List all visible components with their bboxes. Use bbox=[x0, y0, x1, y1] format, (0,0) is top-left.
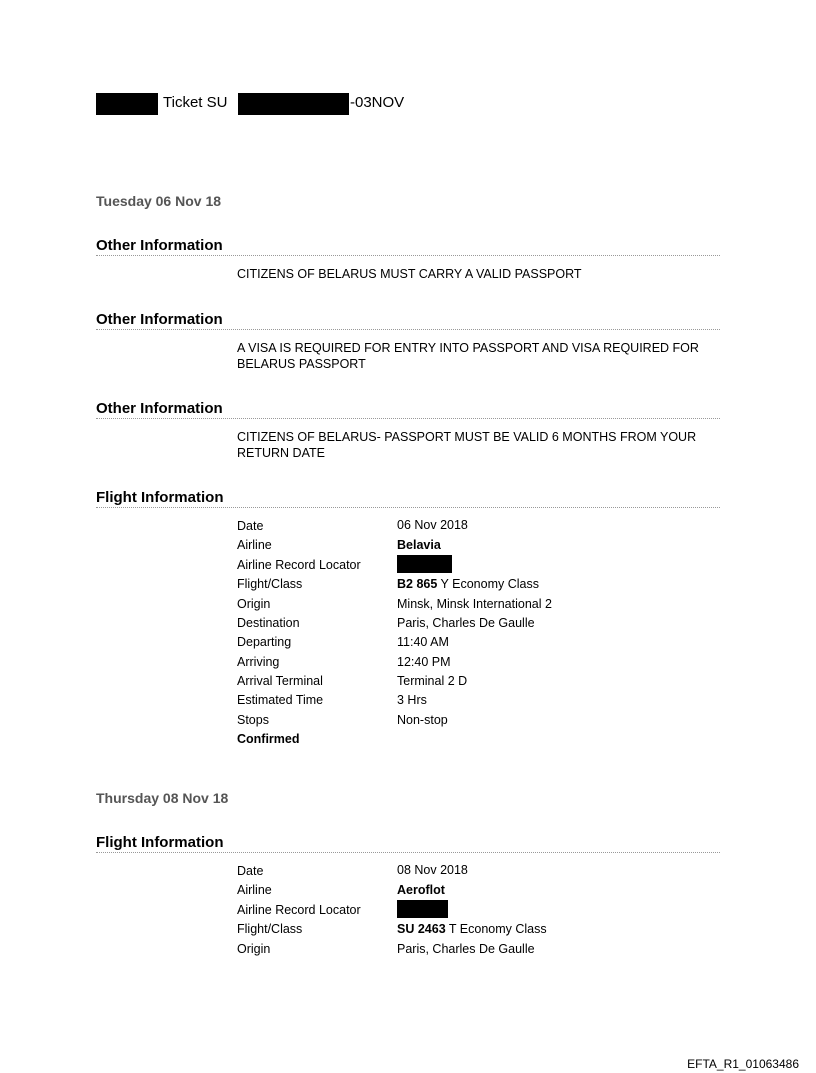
redaction-box bbox=[96, 93, 158, 115]
field-value: 11:40 AM bbox=[397, 635, 449, 649]
airline-name: Belavia bbox=[397, 538, 441, 552]
field-label: Airline bbox=[237, 883, 272, 897]
flight-class-value bbox=[397, 576, 539, 592]
field-value: 06 Nov 2018 bbox=[397, 518, 468, 532]
field-value: Paris, Charles De Gaulle bbox=[397, 942, 535, 956]
ticket-suffix: -03NOV bbox=[350, 94, 405, 111]
flight-code: SU 2463 bbox=[397, 922, 446, 936]
field-value: 3 Hrs bbox=[397, 693, 427, 707]
flight-class-value bbox=[397, 921, 547, 937]
field-label: Departing bbox=[237, 635, 292, 649]
field-value: Terminal 2 D bbox=[397, 674, 468, 688]
section-title: Flight Information bbox=[96, 834, 224, 851]
field-value: Minsk, Minsk International 2 bbox=[397, 597, 552, 611]
class-text: T Economy Class bbox=[445, 922, 547, 936]
field-value: Non-stop bbox=[397, 713, 448, 727]
ticket-label: Ticket SU bbox=[163, 94, 228, 111]
field-value: 12:40 PM bbox=[397, 655, 451, 669]
divider bbox=[96, 507, 720, 508]
redaction-box bbox=[238, 93, 349, 115]
day-header: Thursday 08 Nov 18 bbox=[96, 790, 229, 806]
field-label: Destination bbox=[237, 616, 300, 630]
field-value: Paris, Charles De Gaulle bbox=[397, 616, 535, 630]
field-label: Airline bbox=[237, 538, 272, 552]
field-label: Airline Record Locator bbox=[237, 558, 361, 572]
field-label: Arriving bbox=[237, 655, 280, 669]
field-label: Stops bbox=[237, 713, 269, 727]
field-value: 08 Nov 2018 bbox=[397, 863, 468, 877]
flight-code: B2 865 bbox=[397, 577, 438, 591]
redaction-box bbox=[397, 900, 448, 918]
field-label: Origin bbox=[237, 597, 271, 611]
field-label: Flight/Class bbox=[237, 577, 303, 591]
section-title: Other Information bbox=[96, 400, 223, 417]
info-text: CITIZENS OF BELARUS MUST CARRY A VALID PASSPORT bbox=[237, 267, 582, 281]
divider bbox=[96, 852, 720, 853]
document-id: EFTA_R1_01063486 bbox=[687, 1057, 799, 1071]
field-label: Flight/Class bbox=[237, 922, 303, 936]
divider bbox=[96, 418, 720, 419]
field-label: Arrival Terminal bbox=[237, 674, 323, 688]
field-label: Airline Record Locator bbox=[237, 903, 361, 917]
divider bbox=[96, 329, 720, 330]
field-label: Date bbox=[237, 519, 264, 533]
day-header: Tuesday 06 Nov 18 bbox=[96, 193, 222, 209]
airline-name: Aeroflot bbox=[397, 883, 445, 897]
section-title: Other Information bbox=[96, 311, 223, 328]
info-text: CITIZENS OF BELARUS- PASSPORT MUST BE VALID 6 MONTHS FROM YOUR RETURN DATE bbox=[237, 430, 697, 460]
field-label: Date bbox=[237, 864, 264, 878]
field-label: Origin bbox=[237, 942, 271, 956]
redaction-box bbox=[397, 555, 452, 573]
status-label: Confirmed bbox=[237, 732, 300, 746]
field-label: Estimated Time bbox=[237, 693, 324, 707]
section-title: Flight Information bbox=[96, 489, 224, 506]
info-text: A VISA IS REQUIRED FOR ENTRY INTO PASSPORT AND VISA REQUIRED FOR BELARUS PASSPORT bbox=[237, 341, 699, 371]
class-text: Y Economy Class bbox=[437, 577, 539, 591]
divider bbox=[96, 255, 720, 256]
section-title: Other Information bbox=[96, 237, 223, 254]
